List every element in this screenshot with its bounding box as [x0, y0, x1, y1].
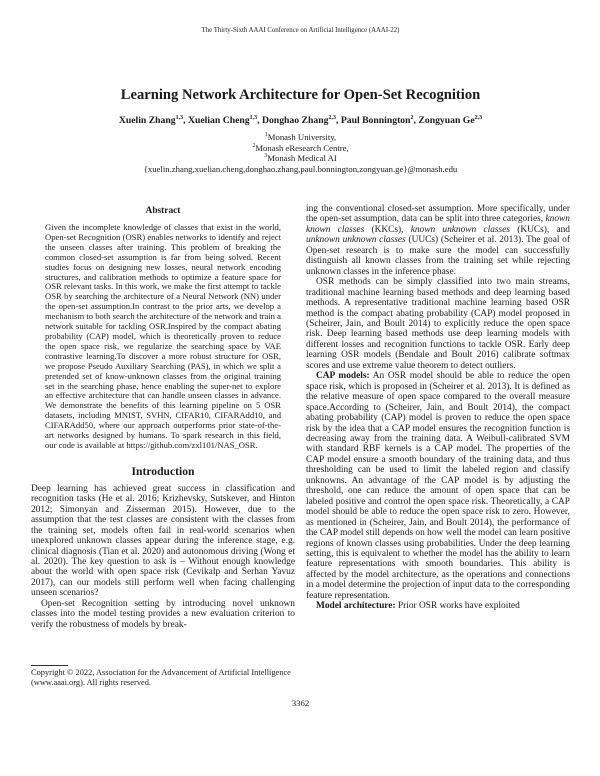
author-2-affil-sup: 1,3	[249, 114, 258, 121]
author-1-affil-sup: 1,3	[175, 114, 184, 121]
authors-line	[31, 115, 570, 126]
body-paragraph-model-architecture: Model architecture: Prior OSR works have exploited	[316, 601, 520, 612]
paper-title: Learning Network Architecture for Open-Set Recognition	[120, 87, 481, 103]
abstract-heading: Abstract	[145, 206, 181, 216]
introduction-heading: Introduction	[131, 464, 195, 478]
author-5: Zongyuan Ge$^{2,3}$	[418, 114, 483, 126]
affiliation-1: $^1$Monash University,	[264, 132, 337, 142]
author-1: Xuelin Zhang$^{1,3}$,	[118, 114, 188, 126]
body-paragraph-cap-models: CAP models: An OSR model should be able to reduce the open space risk, which is proposed in (Scheirer et al. 2013). It is defined as the relative measure of open space compared to the overall measure space.According to (Scheirer, Jain, and Boult 2014), the compact abating probability (CAP) model is proven to reduce the open space risk by the idea that a CAP model ensures the recognition function is decreasing away from the training data. A Weibull-calibrated SVM with standard RBF kernels is a CAP model. The properties of the CAP model ensure a smooth boundary of the training data, and thus thresholding can be used to limit the labeled region and classify unknowns. An advantage of the CAP model is by adjusting the threshold, one can reduce the amount of open space that can be labeled positive and control the open space risk. Theoretically, a CAP model should be able to reduce the open space risk to zero. However, as mentioned in (Scheirer, Jain, and Boult 2014), the performance of the CAP model still depends on how well the model can learn positive regions of known classes using probabilities. Under the deep learning setting, this is equivalent to whether the model has the ability to learn feature representations with smooth boundaries. This ability is affected by the model architecture, as the operations and connections in a model determine the projection of input data to the corresponding feature representation.	[306, 371, 571, 601]
author-5-affil-sup: 2,3	[474, 114, 483, 121]
affiliation-3: $^3$Monash Medical AI	[264, 153, 337, 163]
author-3: Donghao Zhang$^{2,3}$,	[261, 114, 341, 126]
affiliations-block	[31, 132, 570, 174]
body-paragraph-categories: ing the conventional closed-set assumption. More specifically, under the open-set assumption, data can be split into three categories, known known classes (KKCs), known unknown classes (KUCs), and unknown unknown classes (UUCs) (Scheirer et al. 2013). The goal of Open-set research is to make sure the model can successfully distinguish all known classes from the training set while rejecting unknown classes in the inference phase.	[306, 204, 570, 277]
conference-header: The Thirty-Sixth AAAI Conference on Artificial Intelligence (AAAI-22)	[201, 27, 400, 34]
copyright-footnote	[31, 665, 295, 688]
page-number: 3362	[291, 698, 310, 708]
body-paragraph-osr-methods: OSR methods can be simply classified into two main streams, traditional machine learning based methods and deep learning based methods. A representative traditional machine learning based OSR method is the compact abating probability (CAP) model proposed in (Scheirer, Jain, and Boult 2014) to explicitly reduce the open space risk. Deep learning based methods use deep learning models with different losses and recognition functions to tackle OSR. Early deep learning OSR models (Bendale and Boult 2016) calibrate softmax scores and use extreme value theorem to detect outliers.	[306, 277, 570, 371]
right-column	[306, 204, 570, 688]
model-architecture-lead: Model architecture:	[316, 601, 396, 612]
introduction-text	[31, 484, 295, 630]
abstract-paragraph: Given the incomplete knowledge of classes that exist in the world, Open-set Recognition (OSR) enables networks to identify and reject the unseen classes after training. This problem of breaking the common closed-set assumption is far from being solved. Recent studies focus on designing new losses, neural network encoding structures, and calibration methods to optimize a feature space for OSR relevant tasks. In this work, we make the first attempt to tackle OSR by searching the architecture of a Neural Network (NN) under the open-set assumption.In contrast to the prior arts, we develop a mechanism to both search the architecture of the network and train a network suitable for tackling OSR.Inspired by the compact abating probability (CAP) model, which is theoretically proven to reduce the open space risk, we regularize the searching space by VAE contrastive learning.To discover a more robust structure for OSR, we propose Pseudo Auxiliary Searching (PAS), in which we split a pretended set of know-unknown classes from the original training set in the searching phase, hence enabling the super-net to explore an effective architecture that can handle unseen classes in advance. We demonstrate the benefits of this learning pipeline on 5 OSR datasets, including MNIST, SVHN, CIFAR10, CIFARAdd10, and CIFARAdd50, where our approach outperforms prior state-of-the-art networks designed by humans. To spark research in this field, our code is available at https://github.com/zxl101/NAS_OSR.	[45, 222, 281, 450]
affiliation-2: $^2$Monash eResearch Centre,	[252, 142, 349, 153]
term-known-known-classes: known known classes	[306, 214, 570, 235]
introduction-paragraph-2: Open-set Recognition setting by introducing novel unknown classes into the model testing provides a new evaluation criterion to verify the robustness of models by break-	[31, 598, 295, 630]
left-column	[31, 204, 295, 688]
author-4-affil-sup: 2	[410, 114, 414, 121]
two-column-body	[31, 204, 570, 688]
cap-models-lead: CAP models:	[316, 371, 370, 382]
copyright-text: Copyright © 2022, Association for the Advancement of Artificial Intelligence (www.aaai.org). All rights reserved.	[31, 667, 291, 687]
author-4: Paul Bonnington$^2$,	[340, 114, 419, 126]
term-unknown-unknown-classes: unknown unknown classes	[306, 235, 406, 246]
author-2: Xuelian Cheng$^{1,3}$,	[187, 114, 262, 126]
footnote-rule	[31, 665, 68, 666]
author-3-affil-sup: 2,3	[328, 114, 336, 121]
introduction-paragraph-1: Deep learning has achieved great success in classification and recognition tasks (He et al. 2016; Krizhevsky, Sutskever, and Hinton 2012; Simonyan and Zisserman 2015). However, due to the assumption that the test classes are consistent with the classes from the training set, models often fail in real-world scenarios when unexplored unknown classes appear during the inference stage, e.g. clinical diagnosis (Tian et al. 2020) and autonomous driving (Wong et al. 2020). The key question to ask is – Without enough knowledge about the world with open space risk (Cevikalp and Serhan Yavuz 2017), can our models still perform well when facing challenging unseen scenarios?	[31, 483, 295, 599]
term-known-unknown-classes: known unknown classes	[410, 224, 511, 235]
authors-email: {xuelin.zhang,xuelian.cheng,donghao.zhang,paul.bonnington,zongyuan.ge}@monash.edu	[143, 163, 458, 174]
